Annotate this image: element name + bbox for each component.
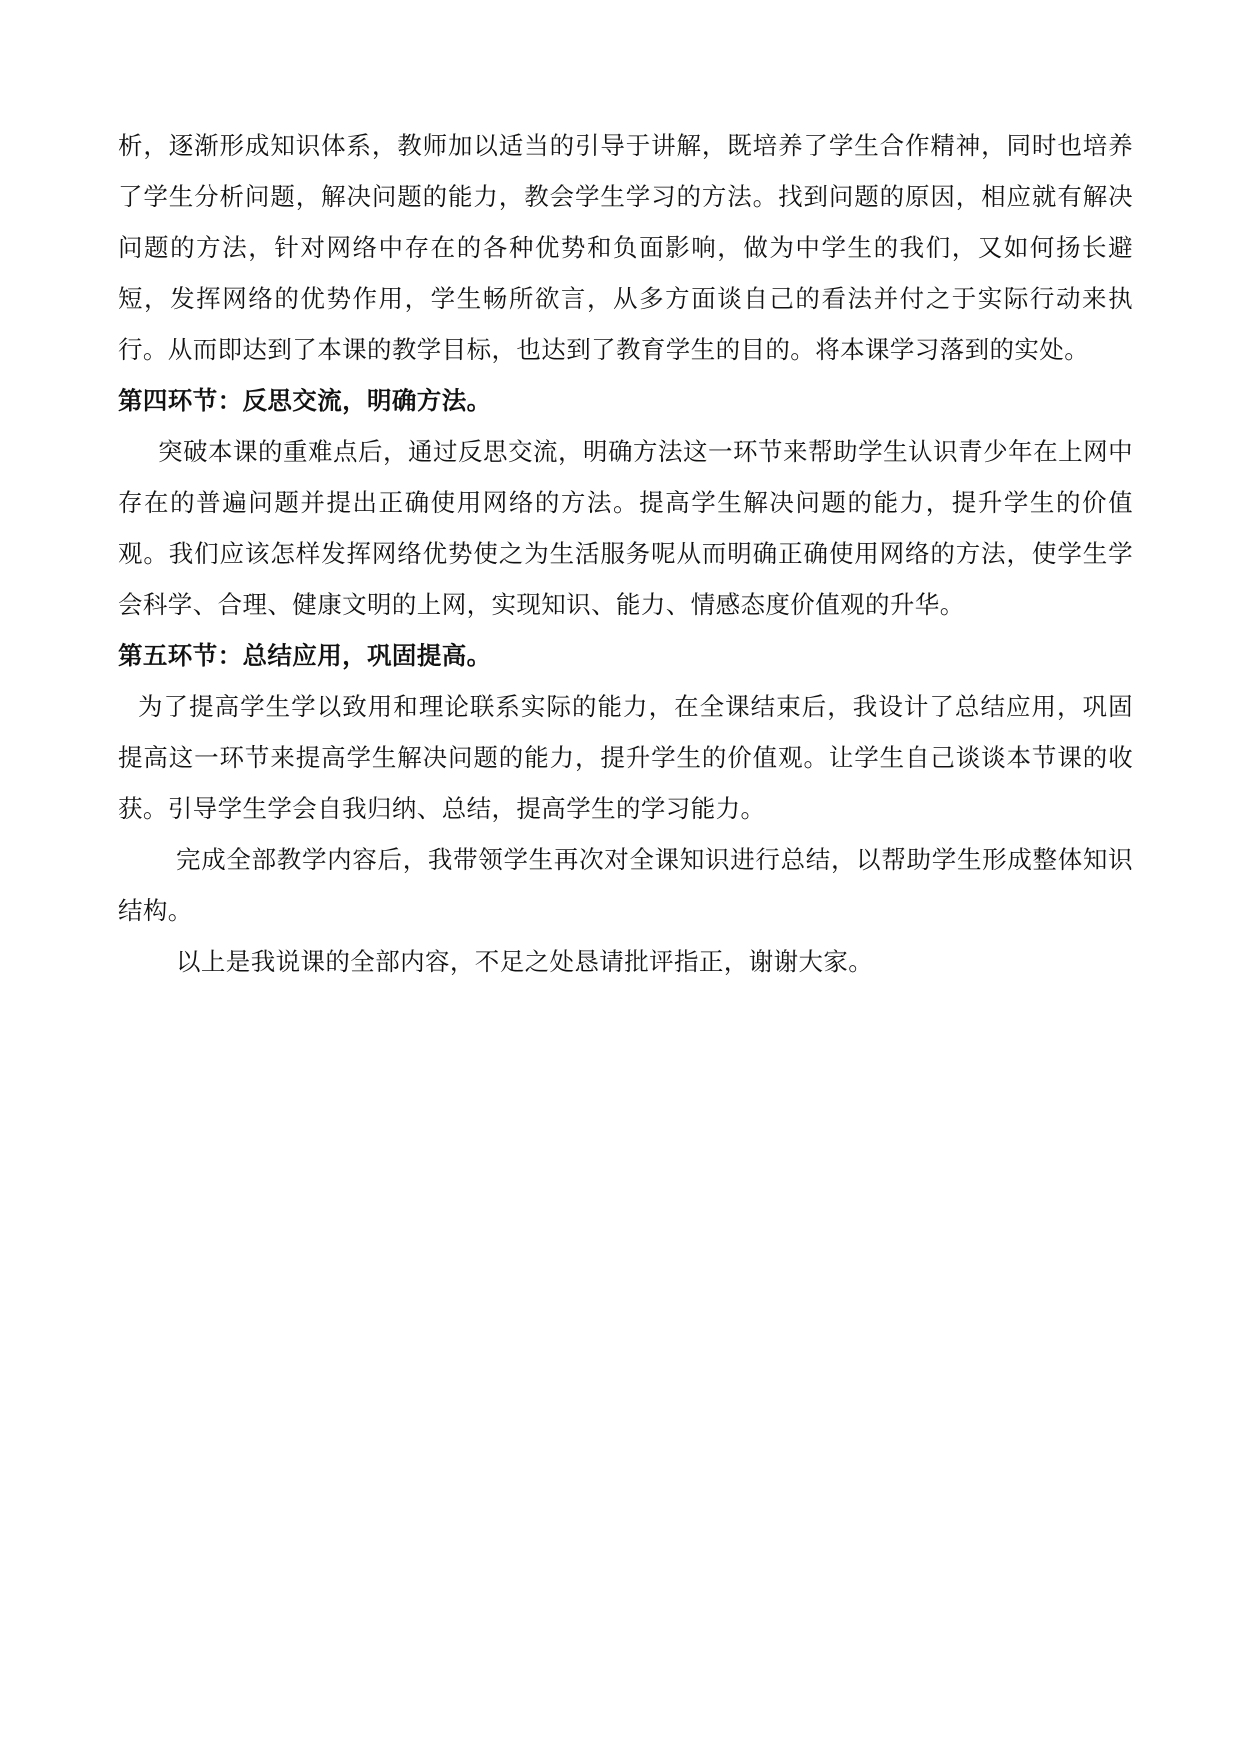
paragraph-closing: 以上是我说课的全部内容，不足之处恳请批评指正，谢谢大家。 [176, 947, 874, 976]
paragraph-step-four: 突破本课的重难点后，通过反思交流，明确方法这一环节来帮助学生认识青少年在上网中存在的普遍问题并提出正确使用网络的方法。提高学生解决问题的能力，提升学生的价值观。我们应该怎样发挥网络优势使之为生活服务呢从而明确正确使用网络的方法，使学生学会科学、合理、健康文明的上网，实现知识、能力、情感态度价值观的升华。 [118, 437, 1133, 619]
paragraph-step-five: 为了提高学生学以致用和理论联系实际的能力，在全课结束后，我设计了总结应用，巩固提高这一环节来提高学生解决问题的能力，提升学生的价值观。让学生自己谈谈本节课的收获。引导学生学会自我归纳、总结，提高学生的学习能力。 [118, 692, 1133, 823]
section-heading-step-five: 第五环节：总结应用，巩固提高。 [118, 641, 492, 670]
paragraph-analysis-continuation: 析，逐渐形成知识体系，教师加以适当的引导于讲解，既培养了学生合作精神，同时也培养了学生分析问题，解决问题的能力，教会学生学习的方法。找到问题的原因，相应就有解决问题的方法，针对网络中存在的各种优势和负面影响，做为中学生的我们，又如何扬长避短，发挥网络的优势作用，学生畅所欲言，从多方面谈自己的看法并付之于实际行动来执行。从而即达到了本课的教学目标，也达到了教育学生的目的。将本课学习落到的实处。 [118, 131, 1133, 364]
section-heading-step-four: 第四环节：反思交流，明确方法。 [118, 386, 492, 415]
document-body [118, 120, 1133, 987]
paragraph-summary: 完成全部教学内容后，我带领学生再次对全课知识进行总结，以帮助学生形成整体知识结构。 [118, 845, 1133, 925]
